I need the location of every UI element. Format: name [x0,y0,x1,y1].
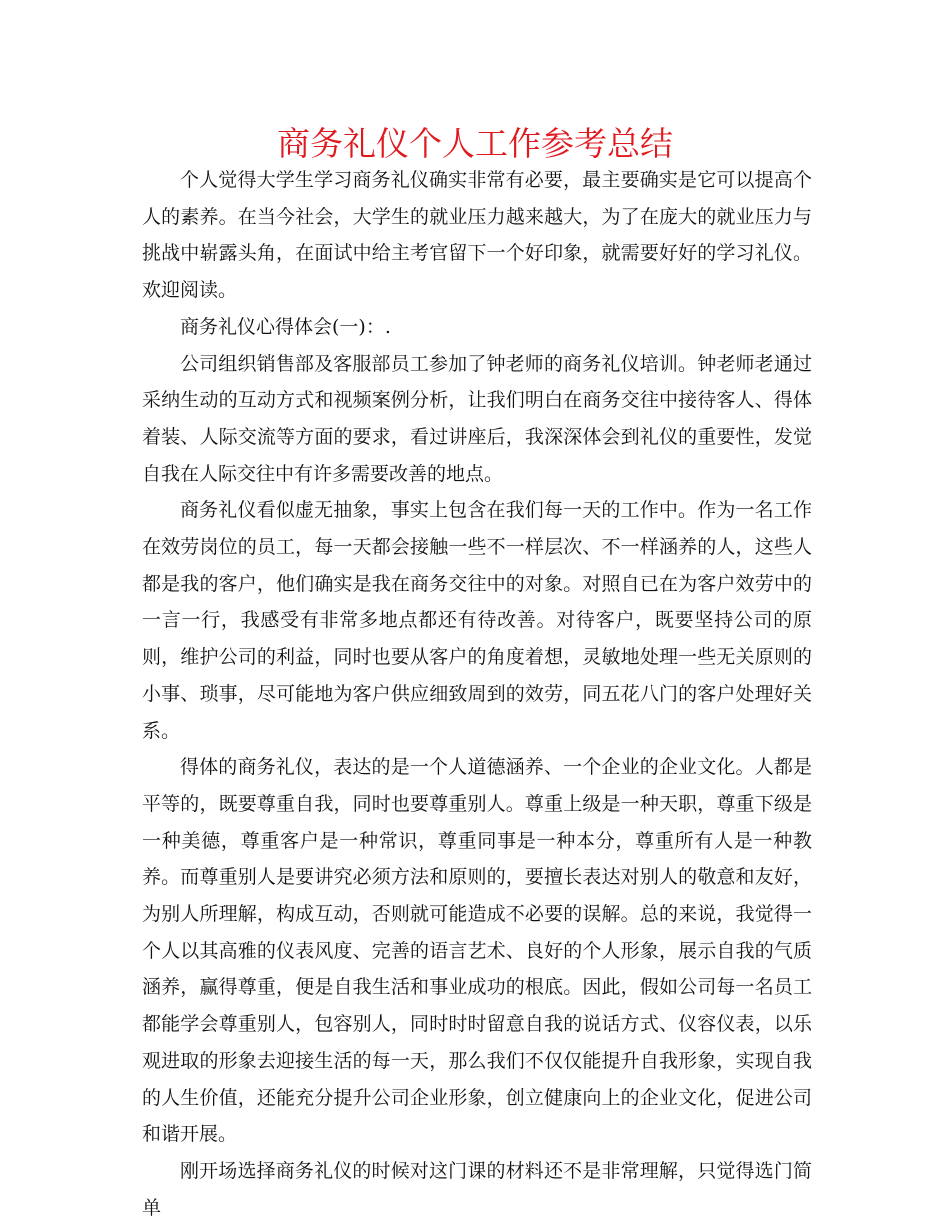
paragraph-intro: 个人觉得大学生学习商务礼仪确实非常有必要，最主要确实是它可以提高个人的素养。在当今社会，大学生的就业压力越来越大，为了在庞大的就业压力与挑战中崭露头角，在面试中给主考官留下一个好印象，就需要好好的学习礼仪。欢迎阅读。 [142,169,812,302]
paragraph-course-start: 刚开场选择商务礼仪的时候对这门课的材料还不是非常理解，只觉得选门简单 [142,1159,812,1219]
paragraph-training: 公司组织销售部及客服部员工参加了钟老师的商务礼仪培训。钟老师老通过采纳生动的互动方式和视频案例分析，让我们明白在商务交往中接待客人、得体着装、人际交流等方面的要求，看过讲座后，我深深体会到礼仪的重要性，发觉自我在人际交往中有许多需要改善的地点。 [142,352,812,485]
paragraph-daily-work: 商务礼仪看似虚无抽象，事实上包含在我们每一天的工作中。作为一名工作在效劳岗位的员工，每一天都会接触一些不一样层次、不一样涵养的人，这些人都是我的客户，他们确实是我在商务交往中的对象。对照自已在为客户效劳中的一言一行，我感受有非常多地点都还有待改善。对待客户，既要坚持公司的原则，维护公司的利益，同时也要从客户的角度着想，灵敏地处理一些无关原则的小事、琐事，尽可能地为客户供应细致周到的效劳，同五花八门的客户处理好关系。 [142,499,812,742]
paragraph-section-heading: 商务礼仪心得体会(一)：. [180,315,391,338]
document-title: 商务礼仪个人工作参考总结 [277,124,673,163]
paragraph-respect: 得体的商务礼仪，表达的是一个人道德涵养、一个企业的企业文化。人都是平等的，既要尊重自我，同时也要尊重别人。尊重上级是一种天职，尊重下级是一种美德，尊重客户是一种常识，尊重同事是一种本分，尊重所有人是一种教养。而尊重别人是要讲究必须方法和原则的，要擅长表达对别人的敬意和友好，为别人所理解，构成互动，否则就可能造成不必要的误解。总的来说，我觉得一个人以其高雅的仪表风度、完善的语言艺术、良好的个人形象，展示自我的气质涵养，赢得尊重，便是自我生活和事业成功的根底。因此，假如公司每一名员工都能学会尊重别人，包容别人，同时时时留意自我的说话方式、仪容仪表，以乐观进取的形象去迎接生活的每一天，那么我们不仅仅能提升自我形象，实现自我的人生价值，还能充分提升公司企业形象，创立健康向上的企业文化，促进公司和谐开展。 [142,756,812,1146]
document-body [142,162,812,1226]
